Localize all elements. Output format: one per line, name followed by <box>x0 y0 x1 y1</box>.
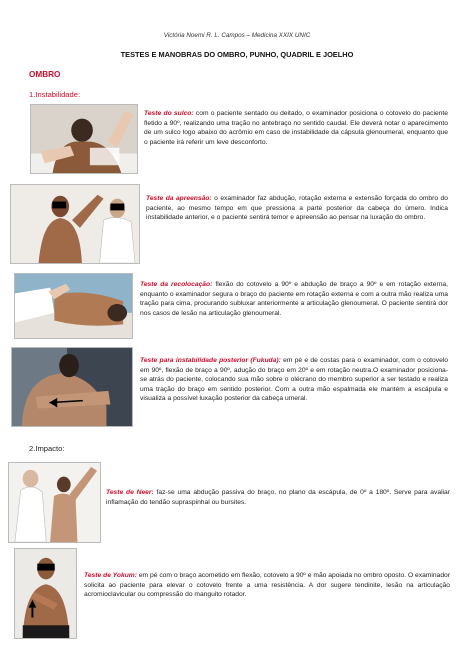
test-name: Teste do sulco: <box>144 110 194 117</box>
section-heading: OMBRO <box>29 70 61 79</box>
test-description: em pé com o braço acometido em flexão, cotovelo a 90º e mão apoiada no ombro oposto. O examinador solicita ao paciente para elevar o cotovelo frente a uma resistência. A dor sugere tendinite, lesão na articulação acromioclavicular ou compressão do manguito rotador. <box>84 572 450 599</box>
test-name: Teste de Neer: <box>106 489 154 496</box>
subsection-impacto: 2.Impacto: <box>29 444 65 453</box>
yokum-test-text <box>84 571 450 600</box>
page-title: TESTES E MANOBRAS DO OMBRO, PUNHO, QUADRIL E JOELHO <box>120 50 354 59</box>
page-header: Victória Noemi R. L. Campos – Medicina XXIX UNIC <box>163 32 311 39</box>
test-description: flexão do cotovelo a 90º e abdução de braço a 90º e em rotação externa, enquanto o examinador segura o braço do paciente em rotação externa e com a outra mão realiza uma tração para cima, procurando subluxar anteriormente a articulação glenoumeral. O paciente sentirá dor nos casos de lesão na articulação glenoumeral. <box>140 281 449 317</box>
test-description: em pé e de costas para o examinador, com o cotovelo em 90º, flexão de braço a 90º, adução do braço em 20º e em rotação neutra.O examinador posiciona-se atrás do paciente, colocando sua mão sobre o olécrano do membro superior a ser testado e realiza uma tração do braço em sentido posterior. Com a outra mão espalmada ele mantém a escápula e visualiza a possível luxação posterior da cabeça umeral. <box>140 357 448 403</box>
test-name: Teste da recolocação: <box>140 281 213 288</box>
fukuda-test-photo <box>11 347 133 427</box>
yokum-test-photo <box>14 548 77 639</box>
sulcus-test-text <box>144 109 448 147</box>
relocation-test-text <box>140 280 448 318</box>
test-name: Teste da apreensão: <box>146 195 212 202</box>
subsection-instabilidade: 1.Instabilidade: <box>29 90 81 99</box>
apprehension-test-text <box>146 194 448 223</box>
neer-test-photo <box>8 462 101 543</box>
test-description: faz-se uma abdução passiva do braço, no plano da escápula, de 0º a 180º. Serve para avaliar inflamação do tendão supraspinhal ou bursites. <box>106 489 450 506</box>
test-name: Teste para instabilidade posterior (Fukuda): <box>140 357 281 364</box>
neer-test-text <box>106 488 450 507</box>
relocation-test-photo <box>14 273 133 339</box>
test-description: com o paciente sentado ou deitado, o examinador posiciona o cotovelo do paciente fletido a 90º, realizando uma tração no antebraço no sentido caudal. Ele deverá notar o aparecimento de um sulco logo abaixo do acrômio em caso de instabilidade da cápsula glenoumeral, enquanto que o paciente irá referir um leve desconforto. <box>144 110 448 146</box>
test-description: o examinador faz abdução, rotação externa e extensão forçada do ombro do paciente, ao mesmo tempo em que pressiona a parte posterior da cabeça do úmero. Indica instabilidade anterior, e o paciente sentirá temor e apreensão ao pensar na luxação do ombro. <box>146 195 448 222</box>
apprehension-test-photo <box>10 184 140 264</box>
test-name: Teste de Yokum: <box>84 572 137 579</box>
sulcus-test-photo <box>30 104 138 174</box>
fukuda-test-text <box>140 356 448 404</box>
